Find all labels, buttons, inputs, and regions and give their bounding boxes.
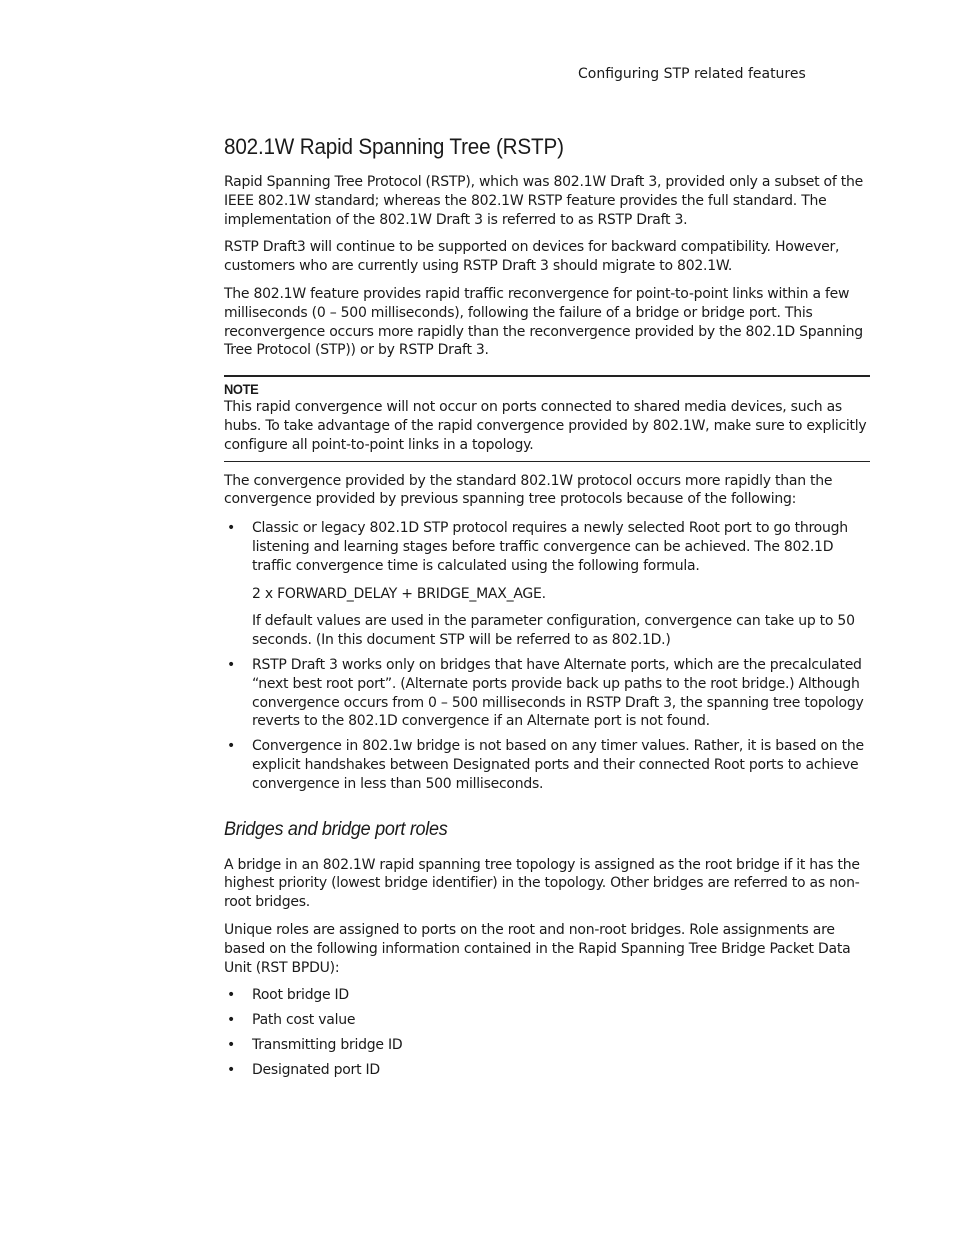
bullet-text: RSTP Draft 3 works only on bridges that have Alternate ports, which are the precalculated “next best root port”. (Alternate ports provide back up paths to the root bridge.) Although convergence occurs from 0 – 500 milliseconds in RSTP Draft 3, the spanning tree topology reverts to the 802.1D convergence if an Alternate port is not found.: [252, 656, 864, 730]
list-item-label: Path cost value: [252, 1012, 356, 1029]
running-header: Configuring STP related features: [578, 66, 806, 82]
list-item: [224, 737, 870, 793]
subsection-title: Bridges and bridge port roles: [224, 818, 448, 840]
bullet-icon: •: [227, 520, 236, 537]
bullet-icon: •: [227, 987, 236, 1004]
bullet-icon: •: [227, 1062, 236, 1079]
paragraph-rstp-intro: Rapid Spanning Tree Protocol (RSTP), which was 802.1W Draft 3, provided only a subset of the IEEE 802.1W standard; whereas the 802.1W RSTP feature provides the full standard. The implementation of the 802.1W Draft 3 is referred to as RSTP Draft 3.: [224, 174, 863, 228]
convergence-bullet-list: [224, 519, 870, 793]
paragraph-rstp-draft3: RSTP Draft3 will continue to be supported on devices for backward compatibility. However, customers who are currently using RSTP Draft 3 should migrate to 802.1W.: [224, 239, 840, 275]
bullet-text: Convergence in 802.1w bridge is not based on any timer values. Rather, it is based on the explicit handshakes between Designated ports and their connected Root ports to achieve convergence in less than 500 milliseconds.: [252, 738, 864, 792]
list-item: [224, 656, 870, 731]
page-content: [224, 133, 870, 1086]
list-item: [224, 519, 870, 650]
paragraph-8021w-feature: The 802.1W feature provides rapid traffic reconvergence for point-to-point links within a few milliseconds (0 – 500 milliseconds), following the failure of a bridge or bridge port. This reconvergence occurs more rapidly than the reconvergence provided by the 802.1D Spanning Tree Protocol (STP)) or by RSTP Draft 3.: [224, 285, 863, 359]
bullet-extra: If default values are used in the parameter configuration, convergence can take up to 50 seconds. (In this document STP will be referred to as 802.1D.): [252, 613, 855, 649]
list-item-label: Designated port ID: [252, 1062, 380, 1079]
list-item: [224, 1011, 870, 1030]
paragraph-root-bridge: A bridge in an 802.1W rapid spanning tree topology is assigned as the root bridge if it has the highest priority (lowest bridge identifier) in the topology. Other bridges are referred to as non-root bridges.: [224, 856, 860, 911]
section-title: 802.1W Rapid Spanning Tree (RSTP): [224, 134, 564, 159]
bullet-icon: •: [227, 1012, 236, 1029]
bullet-icon: •: [227, 1037, 236, 1054]
list-item: [224, 1036, 870, 1055]
note-label: NOTE: [224, 381, 259, 398]
list-item-label: Transmitting bridge ID: [252, 1037, 403, 1054]
bullet-icon: •: [227, 738, 236, 755]
list-item-label: Root bridge ID: [252, 987, 349, 1004]
bullet-text: Classic or legacy 802.1D STP protocol requires a newly selected Root port to go through listening and learning stages before traffic convergence can be achieved. The 802.1D traffic convergence time is calculated using the following formula.: [252, 520, 848, 574]
list-item: [224, 986, 870, 1005]
list-item: [224, 1061, 870, 1080]
paragraph-convergence: The convergence provided by the standard 802.1W protocol occurs more rapidly than the convergence provided by previous spanning tree protocols because of the following:: [224, 472, 833, 508]
note-box: [224, 375, 870, 461]
paragraph-port-roles: Unique roles are assigned to ports on the root and non-root bridges. Role assignments are based on the following information contained in the Rapid Spanning Tree Bridge Packet Data Unit (RST BPDU):: [224, 921, 851, 976]
bpdu-info-list: [224, 986, 870, 1080]
note-text: This rapid convergence will not occur on ports connected to shared media devices, such as hubs. To take advantage of the rapid convergence provided by 802.1W, make sure to explicitly configure all point-to-point links in a topology.: [224, 399, 867, 453]
bullet-formula: 2 x FORWARD_DELAY + BRIDGE_MAX_AGE.: [252, 585, 546, 602]
bullet-icon: •: [227, 656, 236, 673]
